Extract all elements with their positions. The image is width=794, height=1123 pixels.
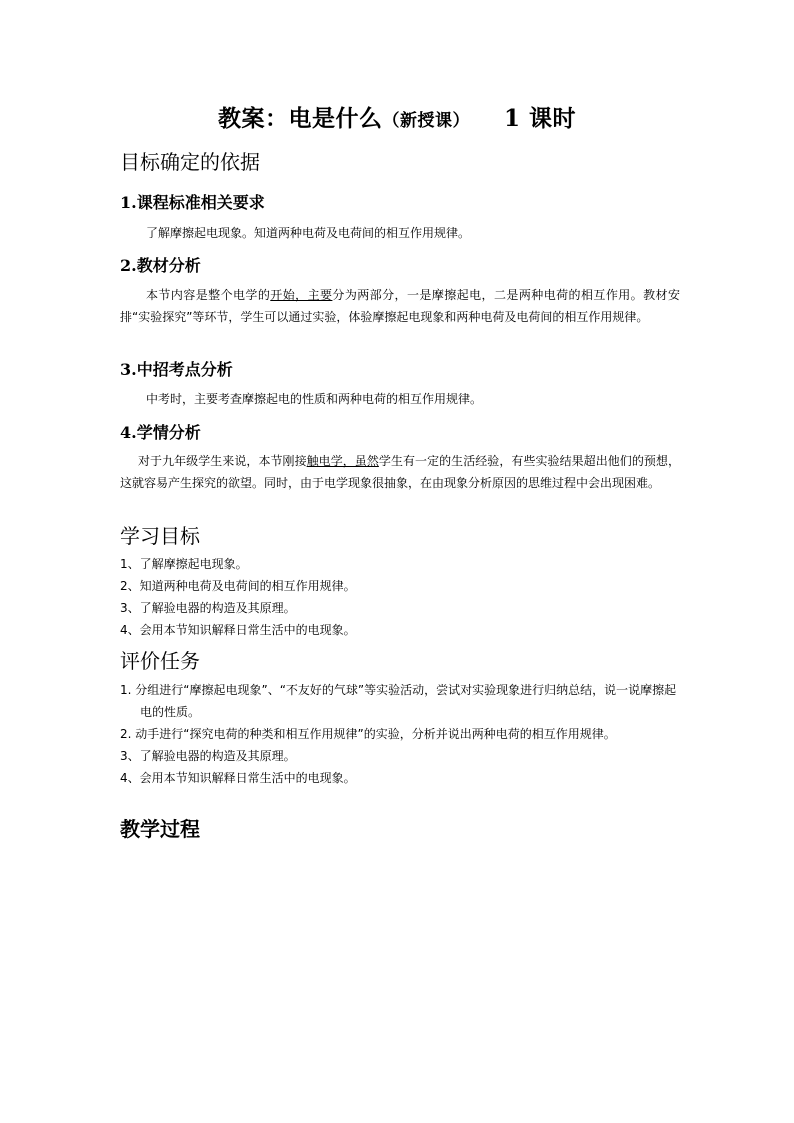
list-item: 3、了解验电器的构造及其原理。 — [120, 749, 296, 763]
textbook-text — [120, 285, 680, 328]
evaluation-list — [120, 679, 680, 789]
list-item: 3、了解验电器的构造及其原理。 — [120, 601, 296, 615]
curriculum-text: 了解摩擦起电现象。知道两种电荷及电荷间的相互作用规律。 — [146, 226, 471, 240]
textbook-text-rest: 分为两部分，一是摩擦起电，二是两种电荷的相互作用。教材安排“实验探究”等环节，学生可以通过实验，体验摩擦起电现象和两种电荷及电荷间的相互作用规律。 — [120, 288, 680, 324]
heading-objectives: 学习目标 — [120, 524, 200, 548]
list-item: 4、会用本节知识解释日常生活中的电现象。 — [120, 771, 356, 785]
objectives-list — [120, 553, 680, 641]
list-item: 1、了解摩擦起电现象。 — [120, 557, 248, 571]
list-item: 1. 分组进行“摩擦起电现象”、“不友好的气球”等实验活动，尝试对实验现象进行归纳总结，说一说摩擦起电的性质。 — [120, 683, 677, 719]
title-hours: 1 课时 — [503, 105, 576, 132]
list-item: 2、知道两种电荷及电荷间的相互作用规律。 — [120, 579, 356, 593]
page-title — [0, 100, 794, 133]
heading-basis: 目标确定的依据 — [120, 150, 260, 174]
textbook-text-pre: 本节内容是整个电学的 — [146, 288, 271, 302]
heading-curriculum: 1.课程标准相关要求 — [120, 193, 265, 212]
list-item: 2. 动手进行“探究电荷的种类和相互作用规律”的实验，分析并说出两种电荷的相互作用规律。 — [120, 727, 616, 741]
heading-exam: 3.中招考点分析 — [120, 360, 233, 379]
exam-text: 中考时，主要考查摩擦起电的性质和两种电荷的相互作用规律。 — [146, 392, 483, 406]
learner-text — [120, 451, 680, 494]
learner-text-pre: 对于九年级学生来说，本节刚接 — [138, 454, 307, 468]
title-main: 教案：电是什么 — [217, 105, 383, 132]
heading-textbook: 2.教材分析 — [120, 256, 201, 275]
heading-evaluation: 评价任务 — [120, 649, 200, 673]
textbook-text-underlined: 开始，主要 — [270, 288, 333, 302]
learner-text-underlined: 触电学，虽然 — [306, 454, 379, 468]
list-item: 4、会用本节知识解释日常生活中的电现象。 — [120, 623, 356, 637]
heading-learner: 4.学情分析 — [120, 423, 201, 442]
title-sub: （新授课） — [382, 111, 470, 131]
heading-process: 教学过程 — [120, 817, 200, 841]
learner-text-rest: 学生有一定的生活经验，有些实验结果超出他们的预想，这就容易产生探究的欲望。同时，由于电学现象很抽象，在由现象分析原因的思维过程中会出现困难。 — [120, 454, 680, 490]
